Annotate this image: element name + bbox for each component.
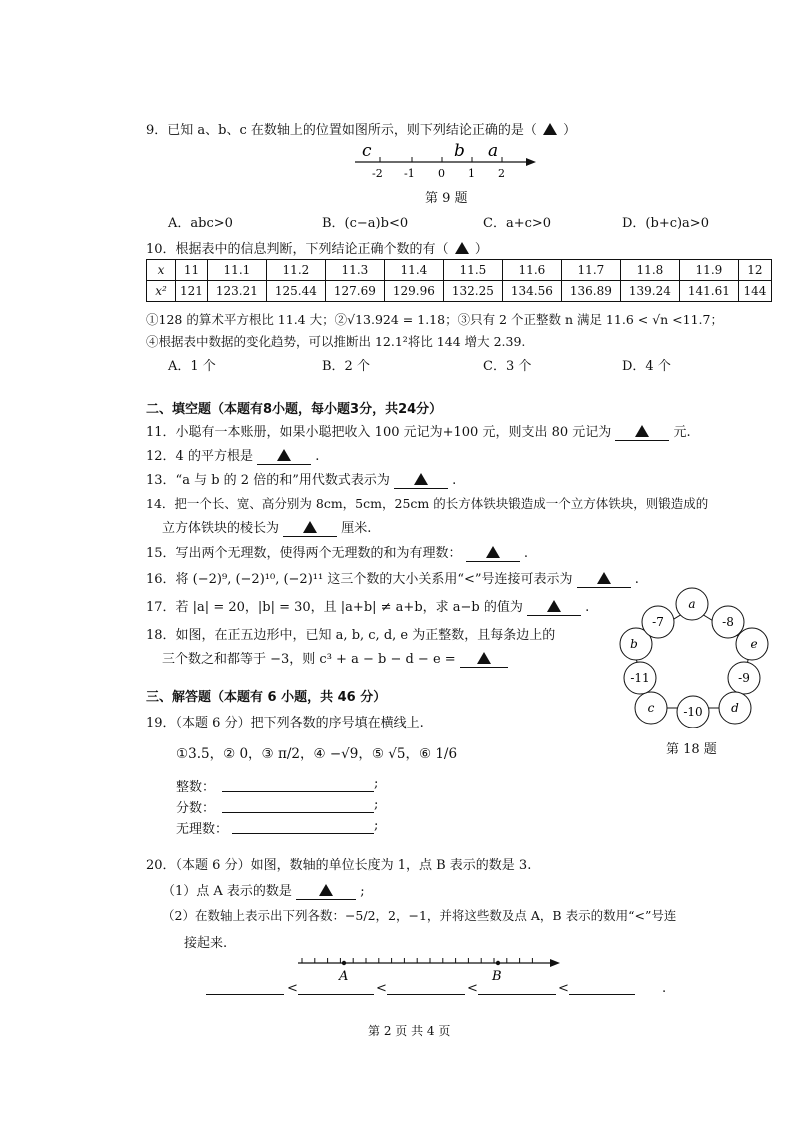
q20-less-than: < [467,981,478,996]
q16: 16．将 (−2)⁹, (−2)¹⁰, (−2)¹¹ 这三个数的大小关系用“<”号连接可表示为 . [146,572,639,587]
q18-label: a [688,597,696,611]
table-cell: 11 [176,260,208,281]
q18-label: b [630,637,638,651]
answer-triangle-icon [477,652,491,664]
q20-less-than: < [287,981,298,996]
q19-irrational-blank[interactable] [232,833,374,834]
q20-less-than: < [558,981,569,996]
table-cell: 11.5 [443,260,502,281]
table-cell: 144 [738,281,771,302]
table-cell: 11.9 [679,260,738,281]
q13: 13．“a 与 b 的 2 倍的和”用代数式表示为 . [146,473,457,488]
page-footer: 第 2 页 共 4 页 [368,1024,451,1038]
q15: 15．写出两个无理数，使得两个无理数的和为有理数： . [146,546,528,561]
q20-order-blank-5[interactable] [569,994,635,995]
q9-option-b: B．(c−a)b<0 [322,216,409,231]
q9-tick-label: -1 [404,167,415,180]
table-row [147,260,772,281]
q11-answer-blank[interactable] [615,425,669,441]
table-cell: 11.4 [384,260,443,281]
q20-end-period: . [662,981,667,996]
q17-answer-blank[interactable] [527,600,581,616]
q9-option-a: A．abc>0 [168,216,233,231]
table-cell: 11.7 [561,260,620,281]
q9-tick-label: -2 [372,167,383,180]
q10-statements-line1: ①128 的算术平方根比 11.4 大；②√13.924 = 1.18；③只有 2 个正整数 n 满足 11.6 < √n <11.7； [146,312,723,327]
q20-part2-line1: （2）在数轴上表示出下列各数：−5/2，2，−1，并将这些数及点 A，B 表示的数用“<”号连 [162,908,677,923]
q20-less-than: < [376,981,387,996]
table-header-x2: x² [147,281,176,302]
q9-option-c: C．a+c>0 [483,216,552,231]
q14-line1: 14．把一个长、宽、高分别为 8cm，5cm，25cm 的长方体铁块锻造成一个立方体铁块，则锻造成的 [146,496,709,511]
q10-option-b: B．2 个 [322,359,370,374]
answer-triangle-icon [486,546,500,558]
q18-label: -10 [683,705,703,719]
q19-category-irrationals: 无理数： [176,822,229,837]
table-header-x: x [147,260,176,281]
q18-label: -11 [630,671,650,685]
q20-point-b [496,961,500,965]
section2-title: 二、填空题（本题有8小题，每小题3分，共24分） [146,402,443,417]
q18-answer-blank[interactable] [460,652,508,668]
answer-triangle-icon [597,572,611,584]
answer-triangle-icon [543,123,557,135]
q10-stem: 10．根据表中的信息判断，下列结论正确个数的有（ ） [146,242,488,257]
q12-answer-blank[interactable] [257,449,311,465]
q19-category-fractions: 分数： [176,801,216,816]
q14-answer-blank[interactable] [283,521,337,537]
q19-separator: ; [374,818,379,833]
q9-tick-label: 1 [468,167,475,180]
table-cell: 11.2 [266,260,325,281]
table-cell: 134.56 [502,281,561,302]
table-cell: 11.8 [620,260,679,281]
q13-answer-blank[interactable] [394,473,448,489]
q10-option-a: A．1 个 [168,359,216,374]
q20-label-a: A [339,969,349,984]
q20-number-line[interactable] [294,954,564,984]
q9-tick-label: 0 [438,167,445,180]
table-cell: 121 [176,281,208,302]
q9-tick-label: 2 [498,167,505,180]
table-cell: 123.21 [207,281,266,302]
table-cell: 141.61 [679,281,738,302]
q18-label: -9 [738,671,750,685]
q18-label: -8 [722,615,734,629]
q18-label: -7 [652,615,664,629]
q19-separator: ; [374,797,379,812]
table-cell: 11.3 [325,260,384,281]
q20-order-blank-1[interactable] [206,994,284,995]
q18-label: c [647,701,655,715]
q18-label: d [731,701,739,715]
q18-line1: 18．如图，在正五边形中，已知 a, b, c, d, e 为正整数，且每条边上的 [146,628,556,643]
q9-letter-b: b [454,141,465,161]
table-cell: 139.24 [620,281,679,302]
answer-triangle-icon [319,884,333,896]
table-cell: 12 [738,260,771,281]
q18-line2: 三个数之和都等于 −3，则 c³ + a − b − d − e = [162,648,508,668]
table-cell: 11.6 [502,260,561,281]
q14-line2: 立方体铁块的棱长为 厘米. [162,521,372,536]
q19-category-integers: 整数： [176,780,216,795]
q9-number-line [350,140,540,180]
table-cell: 125.44 [266,281,325,302]
q12: 12．4 的平方根是 . [146,449,320,464]
q9-option-d: D．(b+c)a>0 [622,216,709,231]
answer-triangle-icon [277,449,291,461]
table-cell: 127.69 [325,281,384,302]
q20-part2-line2: 接起来. [184,936,228,951]
q19-fraction-blank[interactable] [222,812,374,813]
q20-order-blank-4[interactable] [478,994,556,995]
q20-order-blank-2[interactable] [298,994,374,995]
q9-caption: 第 9 题 [425,191,468,206]
q19-numbers: ①3.5，② 0，③ π/2，④ −√9，⑤ √5，⑥ 1/6 [176,746,458,762]
answer-triangle-icon [414,473,428,485]
q10-square-table [146,259,772,302]
q20-label-b: B [492,969,502,984]
q10-option-d: D．4 个 [622,359,671,374]
section3-title: 三、解答题（本题有 6 小题，共 46 分） [146,690,387,705]
table-cell: 132.25 [443,281,502,302]
q9-letter-c: c [362,141,372,161]
answer-triangle-icon [303,521,317,533]
q19-separator: ; [374,776,379,791]
q18-label: e [750,637,758,651]
q10-statements-line2: ④根据表中数据的变化趋势，可以推断出 12.1²将比 144 增大 2.39. [146,334,526,349]
q20-point-a [342,961,346,965]
table-row [147,281,772,302]
q11: 11．小聪有一本账册，如果小聪把收入 100 元记为+100 元，则支出 80 元记为 元. [146,425,691,440]
q19-integer-blank[interactable] [222,791,374,792]
q18-caption: 第 18 题 [666,742,717,757]
q20-order-blank-3[interactable] [387,994,465,995]
table-cell: 11.1 [207,260,266,281]
answer-triangle-icon [547,600,561,612]
q20-part1-blank[interactable] [296,884,356,900]
q10-option-c: C．3 个 [483,359,532,374]
answer-triangle-icon [635,425,649,437]
table-cell: 129.96 [384,281,443,302]
q20-part1: （1）点 A 表示的数是 ; [162,884,365,899]
q18-pentagon-figure [618,586,770,728]
q9-letter-a: a [488,141,499,161]
q19-stem: 19．（本题 6 分）把下列各数的序号填在横线上. [146,716,424,731]
answer-triangle-icon [455,242,469,254]
q15-answer-blank[interactable] [466,546,520,562]
table-cell: 136.89 [561,281,620,302]
q17: 17．若 |a| = 20，|b| = 30，且 |a+b| ≠ a+b，求 a−b 的值为 . [146,600,590,615]
q20-stem: 20．（本题 6 分）如图，数轴的单位长度为 1，点 B 表示的数是 3. [146,858,532,873]
q9-stem: 9．已知 a、b、c 在数轴上的位置如图所示，则下列结论正确的是（ ） [146,123,577,138]
